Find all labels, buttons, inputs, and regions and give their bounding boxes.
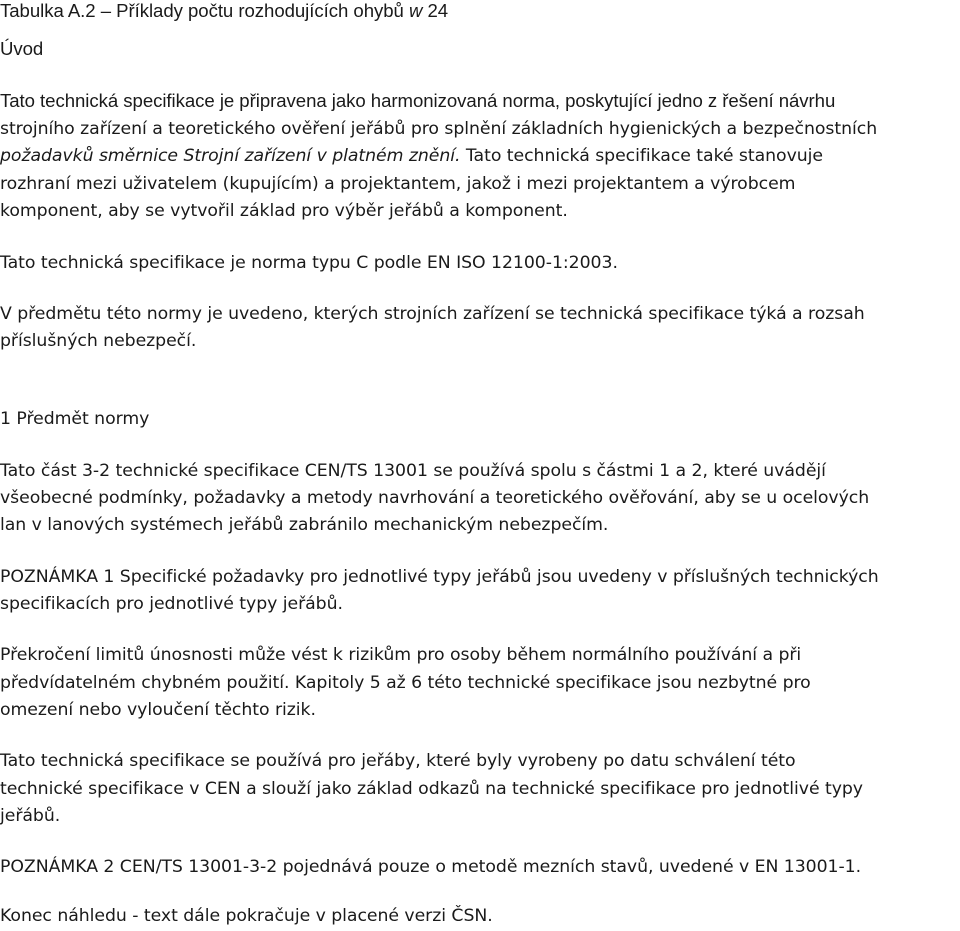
note-1-line-2: specifikacích pro jednotlivé typy jeřábů. [0, 594, 343, 614]
intro-heading: Úvod [0, 38, 44, 59]
intro-line-1: Tato technická specifikace je připravena jako harmonizovaná norma, poskytující jedno z řešení návrhu [0, 90, 836, 111]
limits-line-2: předvídatelném chybném použití. Kapitoly 5 až 6 této technické specifikace jsou nezbytné pro [0, 673, 811, 693]
scope-line-1: V předmětu této normy je uvedeno, kterých strojních zařízení se technická specifikace týká a rozsah [0, 304, 865, 324]
type-c-paragraph: Tato technická specifikace je norma typu C podle EN ISO 12100-1:2003. [0, 253, 618, 273]
note-1-line-1: POZNÁMKA 1 Specifické požadavky pro jednotlivé typy jeřábů jsou uvedeny v příslušných technických [0, 567, 879, 587]
section-p1-line-3: lan v lanových systémech jeřábů zabránilo mechanickým nebezpečím. [0, 515, 609, 535]
intro-line-3 [0, 143, 823, 169]
intro-line-5: komponent, aby se vytvořil základ pro výběr jeřábů a komponent. [0, 201, 568, 221]
application-line-3: jeřábů. [0, 806, 61, 826]
application-line-2: technické specifikace v CEN a slouží jako základ odkazů na technické specifikace pro jednotlivé typy [0, 779, 863, 799]
application-line-1: Tato technická specifikace se používá pro jeřáby, které byly vyrobeny po datu schválení této [0, 751, 796, 771]
intro-line-2: strojního zařízení a teoretického ověření jeřábů pro splnění základních hygienických a bezpečnostních [0, 119, 878, 139]
table-caption [0, 0, 448, 24]
scope-line-2: příslušných nebezpečí. [0, 331, 197, 351]
intro-line-3-rest: Tato technická specifikace také stanovuje [460, 146, 823, 166]
section-heading: 1 Předmět normy [0, 409, 150, 429]
limits-line-3: omezení nebo vyloučení těchto rizik. [0, 700, 316, 720]
intro-line-4: rozhraní mezi uživatelem (kupujícím) a projektantem, jakož i mezi projektantem a výrobcem [0, 174, 796, 194]
table-caption-prefix: Tabulka A.2 – Příklady počtu rozhodujících ohybů [0, 0, 409, 21]
table-caption-suffix: 24 [422, 0, 449, 21]
section-p1-line-1: Tato část 3-2 technické specifikace CEN/TS 13001 se používá spolu s částmi 1 a 2, které uvádějí [0, 461, 826, 481]
footer-notice: Konec náhledu - text dále pokračuje v placené verzi ČSN. [0, 906, 493, 926]
intro-line-3-italic: požadavků směrnice Strojní zařízení v platném znění. [0, 146, 461, 166]
note-2: POZNÁMKA 2 CEN/TS 13001-3-2 pojednává pouze o metodě mezních stavů, uvedené v EN 13001-1. [0, 857, 862, 877]
section-p1-line-2: všeobecné podmínky, požadavky a metody navrhování a teoretického ověřování, aby se u ocelových [0, 488, 870, 508]
table-caption-italic: w [408, 0, 423, 21]
limits-line-1: Překročení limitů únosnosti může vést k rizikům pro osoby během normálního používání a při [0, 645, 802, 665]
